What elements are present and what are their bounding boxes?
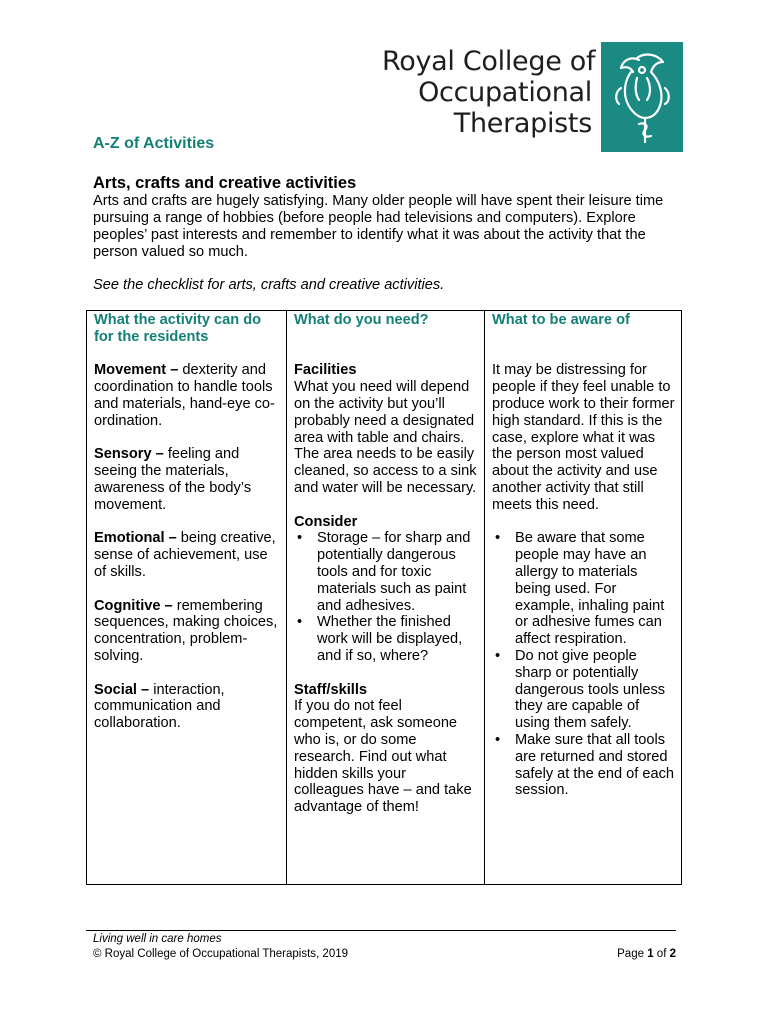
- benefit-term: Sensory –: [94, 446, 164, 463]
- benefit-text: being creative, sense of achievement, use of skills.: [94, 530, 276, 580]
- list-item: • Do not give people sharp or potentially dangerous tools unless they are capable of using them safely.: [492, 648, 675, 732]
- page-word: Page: [617, 948, 644, 960]
- awareness-intro: It may be distressing for people if they feel unable to produce work to their former high standard. If this is the case, explore what it was the person most valued about the activity and use another activity that still meets this need.: [492, 362, 675, 513]
- benefit-term: Movement –: [94, 362, 179, 379]
- list-item: • Whether the finished work will be displayed, and if so, where?: [294, 614, 478, 664]
- section-title: Arts, crafts and creative activities: [93, 174, 357, 192]
- staff-skills-heading: Staff/skills: [294, 681, 367, 698]
- facilities-text: What you need will depend on the activity but you’ll probably need a designated area with table and chairs. The area needs to be easily cleaned, so access to a sink and water will be necessary.: [294, 379, 477, 496]
- benefit-text: interaction, communication and collaboration.: [94, 681, 225, 732]
- benefit-term: Social –: [94, 681, 150, 698]
- checklist-note: See the checklist for arts, crafts and creative activities.: [93, 277, 445, 293]
- benefit-emotional: [94, 530, 280, 580]
- benefit-cognitive: [94, 598, 280, 665]
- column-header-awareness: What to be aware of: [492, 312, 630, 328]
- intro-paragraph: [93, 193, 683, 261]
- benefit-movement: [94, 362, 280, 429]
- benefit-term: Emotional –: [94, 530, 177, 547]
- activity-table: [86, 310, 682, 885]
- benefit-term: Cognitive –: [94, 597, 173, 614]
- logo-wordmark: [382, 46, 596, 139]
- benefit-social: [94, 682, 280, 732]
- column-header-benefits: What the activity can do for the residents: [94, 312, 262, 345]
- page-of: of: [656, 948, 667, 960]
- consider-heading: Consider: [294, 513, 358, 530]
- awareness-list: [492, 530, 675, 799]
- list-item: • Make sure that all tools are returned and stored safely at the end of each session.: [492, 732, 675, 799]
- table-column-benefits: [87, 311, 286, 884]
- page-total: 2: [669, 948, 676, 960]
- consider-list: [294, 530, 478, 664]
- list-item: • Be aware that some people may have an allergy to materials being used. For example, inhaling paint or adhesive fumes can affect respiration.: [492, 530, 675, 648]
- intro-text: Arts and crafts are hugely satisfying. Many older people will have spent their leisure time pursuing a range of hobbies (before people had televisions and computers). Explore peoples’ past interests and remember to identify what it was about the activity that the person valued so much.: [93, 193, 664, 260]
- column-header-needs: What do you need?: [294, 312, 429, 328]
- benefit-text: dexterity and coordination to handle tools and materials, hand-eye co-ordination.: [94, 362, 275, 429]
- table-column-awareness: [484, 311, 681, 884]
- benefit-sensory: [94, 446, 280, 513]
- table-column-needs: [286, 311, 484, 884]
- benefit-text: feeling and seeing the materials, awareness of the body’s movement.: [94, 446, 252, 513]
- college-crest-icon: [601, 42, 683, 152]
- footer-tagline: Living well in care homes: [93, 933, 222, 945]
- logo-line-1: Royal College of: [382, 46, 596, 77]
- page-number: [617, 948, 676, 960]
- footer-divider: [86, 930, 676, 931]
- benefit-text: remembering sequences, making choices, concentration, problem-solving.: [94, 597, 278, 664]
- page-current: 1: [647, 948, 654, 960]
- logo-line-3: Therapists: [453, 108, 592, 139]
- list-item: • Storage – for sharp and potentially dangerous tools and for toxic materials such as paint and adhesives.: [294, 530, 478, 614]
- page-heading: A-Z of Activities: [93, 135, 215, 152]
- footer-copyright: © Royal College of Occupational Therapists, 2019: [93, 948, 349, 960]
- logo-line-2: Occupational: [418, 77, 592, 108]
- staff-skills-text: If you do not feel competent, ask someone who is, or do some research. Find out what hidden skills your colleagues have – and take advantage of them!: [294, 698, 472, 816]
- facilities-heading: Facilities: [294, 362, 357, 379]
